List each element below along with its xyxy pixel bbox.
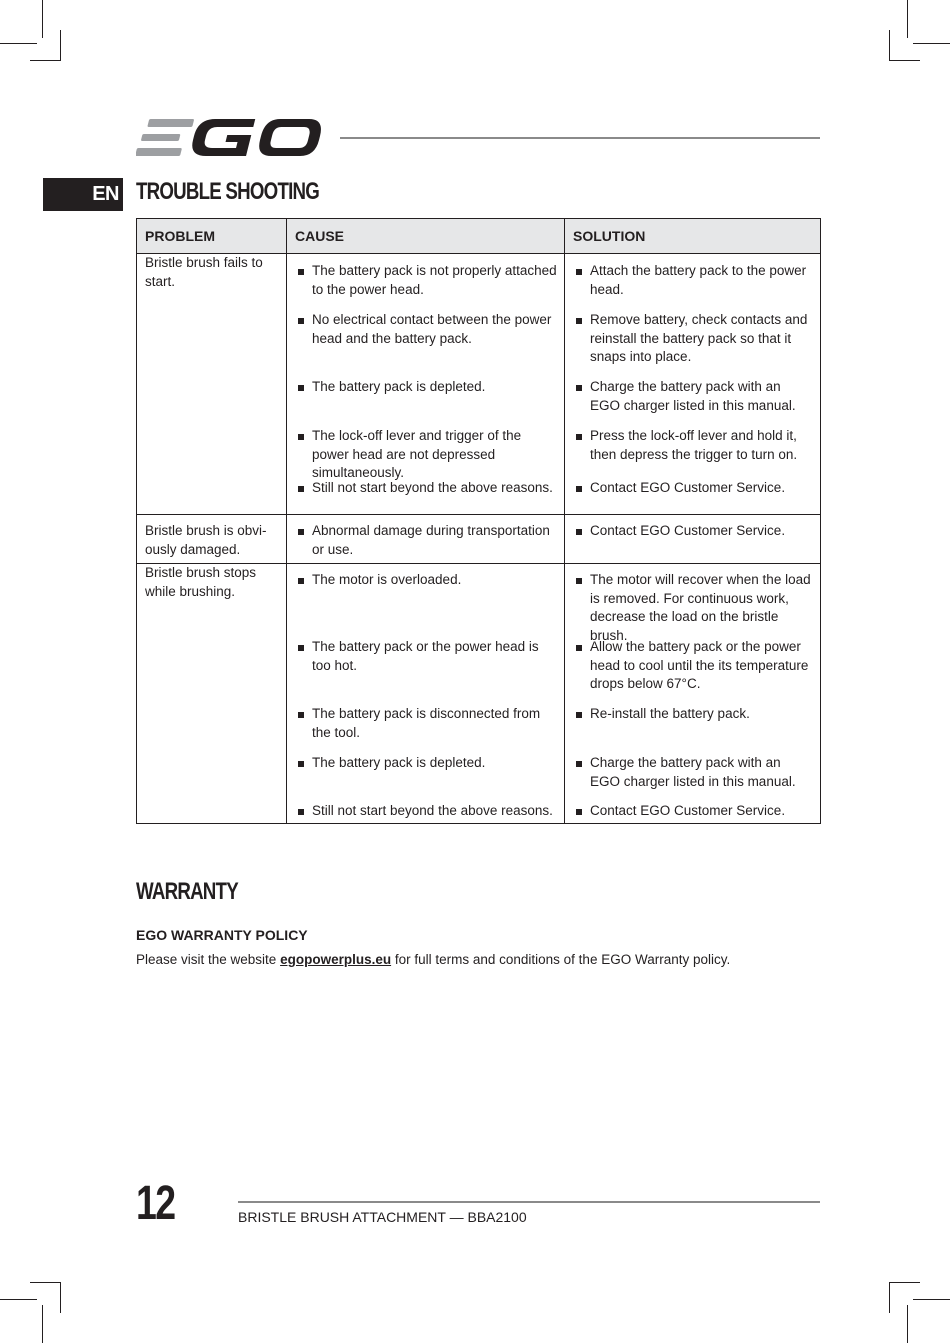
column-header-cause: CAUSE xyxy=(287,219,565,254)
cause-item: Still not start beyond the above reasons. xyxy=(297,479,558,504)
language-tab: EN xyxy=(43,178,123,211)
solution-item: Press the lock-off lever and hold it, then depress the trigger to turn on. xyxy=(575,427,814,479)
cause-item: No electrical contact between the power head and the battery pack. xyxy=(297,311,558,378)
crop-mark xyxy=(889,1282,890,1313)
ego-logo xyxy=(136,116,322,160)
cause-item: Abnormal damage during transportation or use. xyxy=(297,522,558,559)
cause-item: The battery pack is depleted. xyxy=(297,378,558,427)
crop-mark xyxy=(889,1282,920,1283)
warranty-text-before: Please visit the website xyxy=(136,952,281,967)
solution-item: Contact EGO Customer Service. xyxy=(575,802,814,821)
warranty-subtitle: EGO WARRANTY POLICY xyxy=(136,927,308,943)
cause-item: The battery pack is disconnected from the tool. xyxy=(297,705,558,754)
solution-cell xyxy=(565,564,821,824)
problem-cell: Bristle brush is obvi-ously damaged. xyxy=(137,515,287,564)
solution-item: Remove battery, check contacts and reinstall the battery pack so that it snaps into place. xyxy=(575,311,814,378)
cause-item: The battery pack or the power head is too hot. xyxy=(297,638,558,705)
solution-item: Contact EGO Customer Service. xyxy=(575,479,814,504)
crop-mark xyxy=(913,1299,950,1300)
crop-mark xyxy=(0,1299,37,1300)
crop-mark xyxy=(42,1305,43,1343)
table-row xyxy=(137,254,821,515)
column-header-problem: PROBLEM xyxy=(137,219,287,254)
crop-mark xyxy=(913,43,950,44)
website-link[interactable]: egopowerplus.eu xyxy=(280,952,392,967)
crop-mark xyxy=(30,60,61,61)
header-rule xyxy=(340,137,820,139)
solution-item: The motor will recover when the load is removed. For continuous work, decrease the load on the bristle brush. xyxy=(575,571,814,638)
footer-doc-title: BRISTLE BRUSH ATTACHMENT — BBA2100 xyxy=(238,1209,527,1225)
cause-cell xyxy=(287,564,565,824)
cause-item: The battery pack is depleted. xyxy=(297,754,558,802)
footer-rule xyxy=(238,1201,820,1203)
solution-item: Allow the battery pack or the power head to cool until the its temperature drops below 67°C. xyxy=(575,638,814,705)
solution-cell xyxy=(565,254,821,515)
table-header-row xyxy=(137,219,821,254)
section-title: TROUBLE SHOOTING xyxy=(136,178,320,205)
crop-mark xyxy=(907,1305,908,1343)
warranty-text xyxy=(136,952,730,967)
column-header-solution: SOLUTION xyxy=(565,219,821,254)
table-row xyxy=(137,515,821,564)
crop-mark xyxy=(42,0,43,38)
solution-cell xyxy=(565,515,821,564)
cause-item: The motor is overloaded. xyxy=(297,571,558,638)
crop-mark xyxy=(60,30,61,61)
solution-item: Re-install the battery pack. xyxy=(575,705,814,754)
solution-item: Charge the battery pack with an EGO charger listed in this manual. xyxy=(575,378,814,427)
solution-item: Charge the battery pack with an EGO charger listed in this manual. xyxy=(575,754,814,802)
crop-mark xyxy=(889,30,890,61)
table-row xyxy=(137,564,821,824)
crop-mark xyxy=(907,0,908,38)
cause-item: The battery pack is not properly attached to the power head. xyxy=(297,262,558,311)
page-number: 12 xyxy=(136,1177,175,1230)
crop-mark xyxy=(0,43,37,44)
cause-cell xyxy=(287,515,565,564)
cause-item: The lock-off lever and trigger of the power head are not depressed simultaneously. xyxy=(297,427,558,479)
warranty-text-after: for full terms and conditions of the EGO Warranty policy. xyxy=(391,952,731,967)
warranty-title: WARRANTY xyxy=(136,878,238,905)
problem-cell: Bristle brush stops while brushing. xyxy=(137,564,287,824)
crop-mark xyxy=(889,60,920,61)
solution-item: Contact EGO Customer Service. xyxy=(575,522,814,541)
cause-item: Still not start beyond the above reasons. xyxy=(297,802,558,821)
crop-mark xyxy=(30,1282,61,1283)
cause-cell xyxy=(287,254,565,515)
solution-item: Attach the battery pack to the power head. xyxy=(575,262,814,311)
crop-mark xyxy=(60,1282,61,1313)
problem-cell: Bristle brush fails to start. xyxy=(137,254,287,515)
troubleshooting-table xyxy=(136,218,821,824)
